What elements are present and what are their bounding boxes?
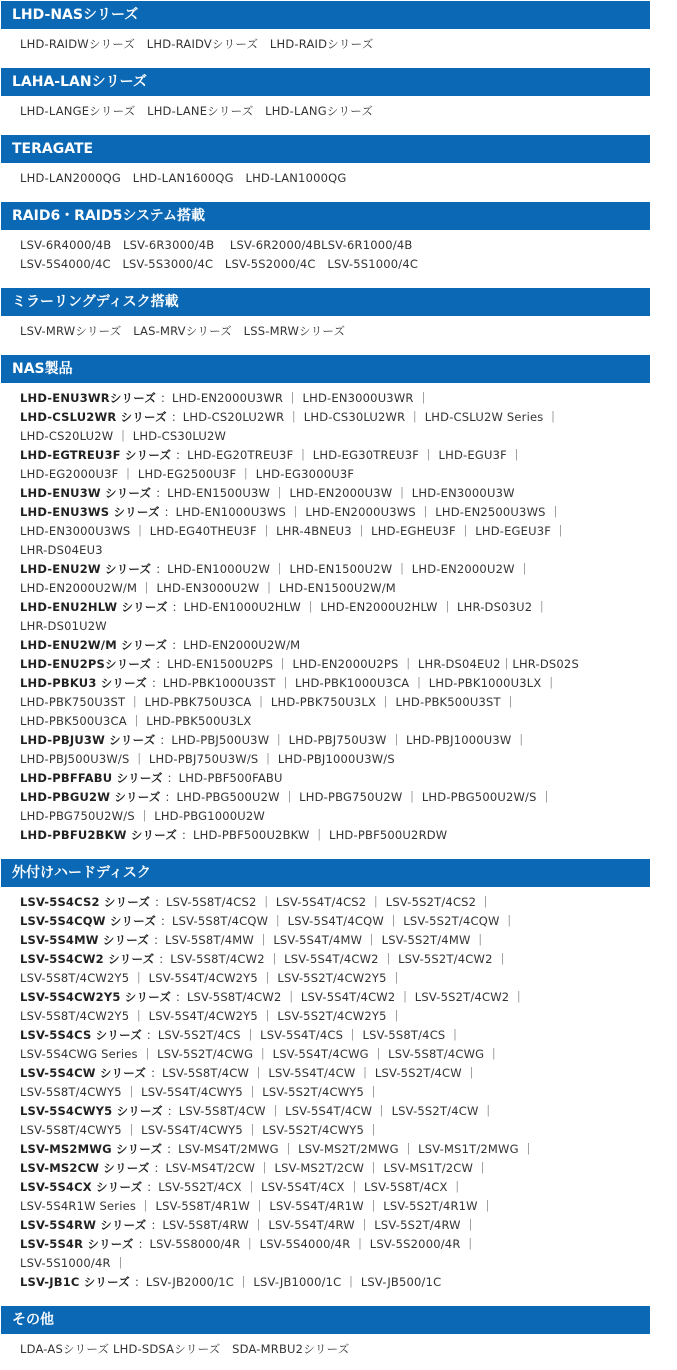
series-label: LSV-5S4R シリーズ: [20, 1237, 134, 1251]
series-label: LHD-PBFU2BKW シリーズ: [20, 828, 178, 842]
model-list: ：LHD-EN1000U2HLW ｜ LHD-EN2000U2HLW ｜ LHR-DS03U2 ｜: [171, 600, 548, 614]
series-entry: [20, 1026, 672, 1045]
series-entry: [20, 1197, 672, 1216]
product-line: LDA-ASシリーズ LHD-SDSAシリーズ SDA-MRBU2シリーズ: [20, 1342, 350, 1356]
model-list: ：LSV-5S8T/4CW2 ｜ LSV-5S4T/4CW2 ｜ LSV-5S2T/4CW2 ｜: [158, 952, 509, 966]
model-list: LSV-5S8T/4CW2Y5 ｜ LSV-5S4T/4CW2Y5 ｜ LSV-5S2T/4CW2Y5 ｜: [20, 971, 403, 985]
model-list: LSV-5S8T/4CW2Y5 ｜ LSV-5S4T/4CW2Y5 ｜ LSV-5S2T/4CW2Y5 ｜: [20, 1009, 403, 1023]
model-list: ：LHD-PBF500FABU: [166, 771, 283, 785]
series-label: LHD-PBJU3W シリーズ: [20, 733, 156, 747]
series-entry: [20, 446, 672, 465]
series-entry: [20, 1178, 672, 1197]
series-entry: [20, 950, 672, 969]
series-label: LSV-JB1C シリーズ: [20, 1275, 130, 1289]
series-entry: [20, 560, 672, 579]
series-label: LSV-5S4CS シリーズ: [20, 1028, 142, 1042]
model-list: LHD-PBK750U3ST ｜ LHD-PBK750U3CA ｜ LHD-PBK750U3LX ｜ LHD-PBK500U3ST ｜: [20, 695, 517, 709]
series-entry: [20, 893, 672, 912]
series-label: LHD-PBKU3 シリーズ: [20, 676, 147, 690]
series-label: LHD-PBFFABU シリーズ: [20, 771, 163, 785]
series-entry: [20, 769, 672, 788]
series-entry: [20, 1102, 672, 1121]
model-list: ：LSV-MS4T/2CW ｜ LSV-MS2T/2CW ｜ LSV-MS1T/2CW ｜: [153, 1161, 489, 1175]
model-list: LSV-5S8T/4CWY5 ｜ LSV-5S4T/4CWY5 ｜ LSV-5S2T/4CWY5 ｜: [20, 1085, 380, 1099]
series-entry: [20, 807, 672, 826]
series-entry: [20, 731, 672, 750]
series-label: LSV-MS2CW シリーズ: [20, 1161, 150, 1175]
product-line: LSV-5S4000/4C LSV-5S3000/4C LSV-5S2000/4C LSV-5S1000/4C: [20, 257, 419, 271]
series-entry: [20, 465, 672, 484]
model-list: ：LSV-5S2T/4CX ｜ LSV-5S4T/4CX ｜ LSV-5S8T/4CX ｜: [146, 1180, 464, 1194]
section-title: その他: [1, 1306, 650, 1334]
section-title: LHD-NASシリーズ: [1, 1, 650, 29]
series-entry: [20, 1235, 672, 1254]
section-body: [0, 316, 672, 341]
series-entry: [20, 693, 672, 712]
model-list: ：LSV-MS4T/2MWG ｜ LSV-MS2T/2MWG ｜ LSV-MS1T/2MWG ｜: [166, 1142, 535, 1156]
model-list: ：LHD-PBJ500U3W ｜ LHD-PBJ750U3W ｜ LHD-PBJ1000U3W ｜: [159, 733, 528, 747]
series-label: LHD-PBGU2W シリーズ: [20, 790, 161, 804]
section-2: [0, 68, 672, 121]
series-label: LHD-ENU2W シリーズ: [20, 562, 152, 576]
section-body: [0, 163, 672, 188]
model-list: ：LHD-EN1000U3WS ｜ LHD-EN2000U3WS ｜ LHD-EN2500U3WS ｜: [163, 505, 562, 519]
series-entry: [20, 750, 672, 769]
series-label: LHD-ENU2W/M シリーズ: [20, 638, 168, 652]
model-list: ：LSV-5S8T/4RW ｜ LSV-5S4T/4RW ｜ LSV-5S2T/4RW ｜: [150, 1218, 477, 1232]
model-list: ：LHD-EN2000U2W/M: [171, 638, 301, 652]
series-label: LSV-5S4MW シリーズ: [20, 933, 150, 947]
model-list: ：LHD-EN1000U2W ｜ LHD-EN1500U2W ｜ LHD-EN2000U2W ｜: [155, 562, 531, 576]
model-list: LSV-5S4R1W Series ｜ LSV-5S8T/4R1W ｜ LSV-5S4T/4R1W ｜ LSV-5S2T/4R1W ｜: [20, 1199, 494, 1213]
section-4: [0, 202, 672, 274]
series-label: LHD-EGTREU3F シリーズ: [20, 448, 172, 462]
series-entry: [20, 617, 672, 636]
model-list: ：LSV-5S8T/4CW ｜ LSV-5S4T/4CW ｜ LSV-5S2T/4CW ｜: [150, 1066, 478, 1080]
model-list: LHD-PBK500U3CA ｜ LHD-PBK500U3LX: [20, 714, 252, 728]
section-title: NAS製品: [1, 355, 650, 383]
section-3: [0, 135, 672, 188]
series-entry: [20, 408, 672, 427]
series-entry: [20, 636, 672, 655]
model-list: LSV-5S4CWG Series ｜ LSV-5S2T/4CWG ｜ LSV-5S4T/4CWG ｜ LSV-5S8T/4CWG ｜: [20, 1047, 500, 1061]
series-label: LSV-5S4CW シリーズ: [20, 1066, 147, 1080]
series-entry: [20, 1216, 672, 1235]
model-list: ：LSV-5S8T/4CW2 ｜ LSV-5S4T/4CW2 ｜ LSV-5S2T/4CW2 ｜: [175, 990, 525, 1004]
series-label: LHD-ENU3WS シリーズ: [20, 505, 160, 519]
section-body: [0, 96, 672, 121]
series-entry: [20, 1045, 672, 1064]
model-list: ：LHD-PBF500U2BKW ｜ LHD-PBF500U2RDW: [181, 828, 448, 842]
model-list: ：LHD-PBK1000U3ST ｜ LHD-PBK1000U3CA ｜ LHD-PBK1000U3LX ｜: [151, 676, 558, 690]
model-list: ：LSV-5S8T/4CW ｜ LSV-5S4T/4CW ｜ LSV-5S2T/4CW ｜: [167, 1104, 495, 1118]
series-label: LSV-5S4RW シリーズ: [20, 1218, 147, 1232]
series-entry: [20, 912, 672, 931]
series-label: LHD-ENU2HLW シリーズ: [20, 600, 168, 614]
section-body: [0, 887, 672, 1292]
series-label: LHD-ENU3WRシリーズ: [20, 391, 157, 405]
series-label: LSV-5S4CQW シリーズ: [20, 914, 157, 928]
series-entry: [20, 712, 672, 731]
model-list: ：LHD-EG20TREU3F ｜ LHD-EG30TREU3F ｜ LHD-EGU3F ｜: [175, 448, 523, 462]
series-entry: [20, 788, 672, 807]
product-line: LSV-6R4000/4B LSV-6R3000/4B LSV-6R2000/4BLSV-6R1000/4B: [20, 238, 413, 252]
series-entry: [20, 1064, 672, 1083]
series-label: LSV-5S4CWY5 シリーズ: [20, 1104, 163, 1118]
series-entry: [20, 579, 672, 598]
section-title: TERAGATE: [1, 135, 650, 163]
model-list: LHD-EG2000U3F ｜ LHD-EG2500U3F ｜ LHD-EG3000U3F: [20, 467, 355, 481]
series-entry: [20, 1273, 672, 1292]
section-title: LAHA-LANシリーズ: [1, 68, 650, 96]
model-list: ：LHD-EN1500U3W ｜ LHD-EN2000U3W ｜ LHD-EN3000U3W: [155, 486, 515, 500]
model-list: LHR-DS04EU3: [20, 543, 103, 557]
model-list: ：LSV-5S8000/4R ｜ LSV-5S4000/4R ｜ LSV-5S2000/4R ｜: [137, 1237, 477, 1251]
series-label: LSV-5S4CW2Y5 シリーズ: [20, 990, 172, 1004]
series-label: LHD-ENU2PSシリーズ: [20, 657, 152, 671]
section-body: [0, 383, 672, 845]
section-5: [0, 288, 672, 341]
model-list: ：LSV-5S8T/4CQW ｜ LSV-5S4T/4CQW ｜ LSV-5S2T/4CQW ｜: [160, 914, 516, 928]
model-list: ：LHD-EN1500U2PS ｜ LHD-EN2000U2PS ｜ LHR-DS04EU2｜LHR-DS02S: [155, 657, 579, 671]
series-entry: [20, 655, 672, 674]
model-list: ：LHD-CS20LU2WR ｜ LHD-CS30LU2WR ｜ LHD-CSLU2W Series ｜: [171, 410, 560, 424]
model-list: LHD-EN3000U3WS ｜ LHD-EG40THEU3F ｜ LHR-4BNEU3 ｜ LHD-EGHEU3F ｜ LHD-EGEU3F ｜: [20, 524, 567, 538]
series-entry: [20, 1140, 672, 1159]
series-label: LSV-5S4CS2 シリーズ: [20, 895, 151, 909]
series-entry: [20, 674, 672, 693]
model-list: ：LSV-5S8T/4CS2 ｜ LSV-5S4T/4CS2 ｜ LSV-5S2T/4CS2 ｜: [154, 895, 492, 909]
model-list: LSV-5S8T/4CWY5 ｜ LSV-5S4T/4CWY5 ｜ LSV-5S2T/4CWY5 ｜: [20, 1123, 380, 1137]
section-body: [0, 1334, 672, 1359]
model-list: ：LSV-5S2T/4CS ｜ LSV-5S4T/4CS ｜ LSV-5S8T/4CS ｜: [146, 1028, 461, 1042]
model-list: LHD-PBG750U2W/S ｜ LHD-PBG1000U2W: [20, 809, 265, 823]
series-entry: [20, 389, 672, 408]
product-line: LHD-LANGEシリーズ LHD-LANEシリーズ LHD-LANGシリーズ: [20, 104, 374, 118]
model-list: LHD-EN2000U2W/M ｜ LHD-EN3000U2W ｜ LHD-EN1500U2W/M: [20, 581, 396, 595]
series-entry: [20, 1083, 672, 1102]
model-list: ：LHD-PBG500U2W ｜ LHD-PBG750U2W ｜ LHD-PBG500U2W/S ｜: [164, 790, 553, 804]
section-body: [0, 230, 672, 274]
model-list: LHD-CS20LU2W ｜ LHD-CS30LU2W: [20, 429, 227, 443]
series-entry: [20, 1121, 672, 1140]
model-list: ：LHD-EN2000U3WR ｜ LHD-EN3000U3WR ｜: [160, 391, 430, 405]
model-list: LHD-PBJ500U3W/S ｜ LHD-PBJ750U3W/S ｜ LHD-PBJ1000U3W/S: [20, 752, 395, 766]
model-list: ：LSV-5S8T/4MW ｜ LSV-5S4T/4MW ｜ LSV-5S2T/4MW ｜: [153, 933, 487, 947]
series-label: LSV-5S4CX シリーズ: [20, 1180, 143, 1194]
series-label: LHD-ENU3W シリーズ: [20, 486, 152, 500]
series-entry: [20, 969, 672, 988]
series-entry: [20, 484, 672, 503]
product-line: LHD-RAIDWシリーズ LHD-RAIDVシリーズ LHD-RAIDシリーズ: [20, 37, 374, 51]
section-1: [0, 1, 672, 54]
series-entry: [20, 988, 672, 1007]
section-body: [0, 29, 672, 54]
product-line: LHD-LAN2000QG LHD-LAN1600QG LHD-LAN1000QG: [20, 171, 347, 185]
series-entry: [20, 1159, 672, 1178]
section-8: [0, 1306, 672, 1359]
model-list: LSV-5S1000/4R ｜: [20, 1256, 127, 1270]
section-title: 外付けハードディスク: [1, 859, 650, 887]
series-entry: [20, 522, 672, 541]
series-entry: [20, 503, 672, 522]
series-entry: [20, 598, 672, 617]
series-entry: [20, 541, 672, 560]
series-label: LHD-CSLU2WR シリーズ: [20, 410, 167, 424]
series-entry: [20, 1007, 672, 1026]
section-title: RAID6・RAID5システム搭載: [1, 202, 650, 230]
series-entry: [20, 427, 672, 446]
section-7: [0, 859, 672, 1292]
series-entry: [20, 826, 672, 845]
section-6: [0, 355, 672, 845]
product-line: LSV-MRWシリーズ LAS-MRVシリーズ LSS-MRWシリーズ: [20, 324, 346, 338]
series-label: LSV-MS2MWG シリーズ: [20, 1142, 163, 1156]
model-list: LHR-DS01U2W: [20, 619, 107, 633]
model-list: ：LSV-JB2000/1C ｜ LSV-JB1000/1C ｜ LSV-JB500/1C: [134, 1275, 442, 1289]
series-entry: [20, 1254, 672, 1273]
section-title: ミラーリングディスク搭載: [1, 288, 650, 316]
series-entry: [20, 931, 672, 950]
series-label: LSV-5S4CW2 シリーズ: [20, 952, 155, 966]
